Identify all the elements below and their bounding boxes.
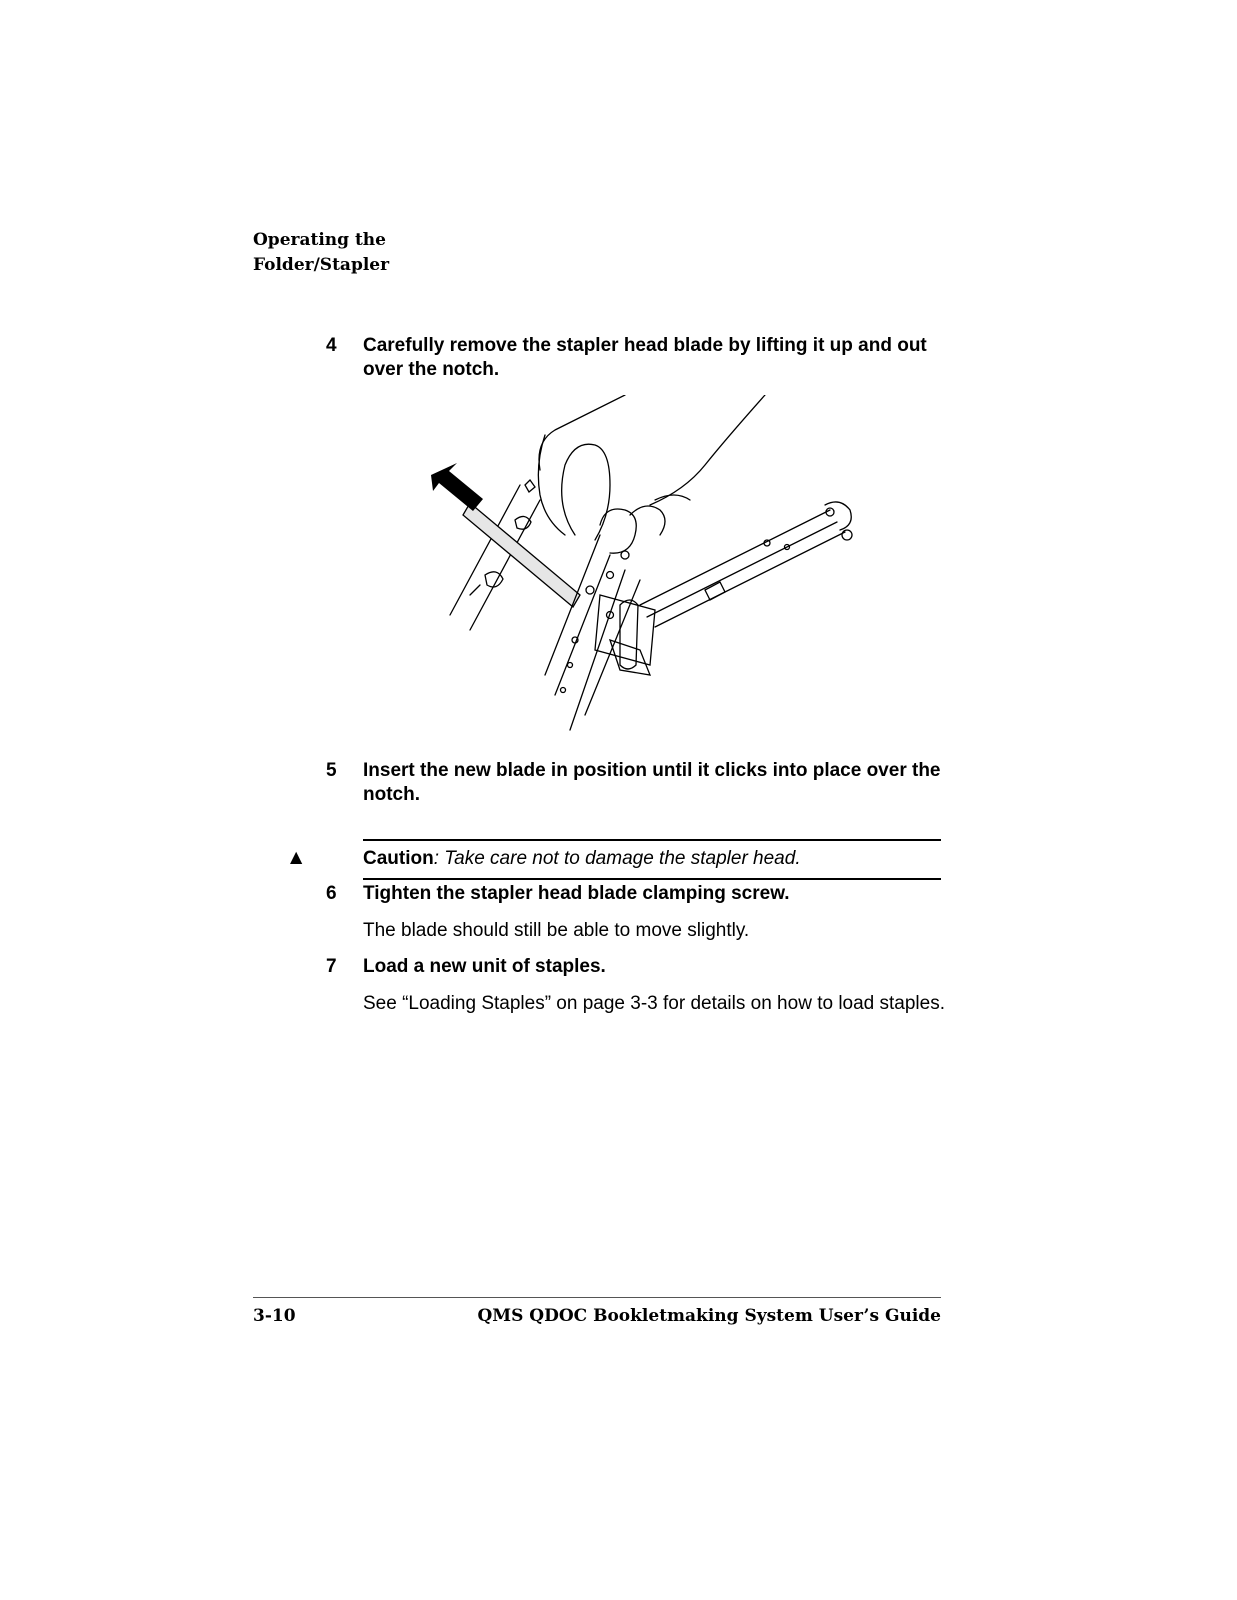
step-instruction: Carefully remove the stapler head blade by lifting it up and out over the notch.: [363, 335, 927, 380]
caution-icon: ▲: [290, 847, 303, 866]
step-instruction: Load a new unit of staples.: [363, 956, 606, 977]
stapler-blade-removal-illustration: [425, 395, 885, 745]
footer-rule: [253, 1297, 941, 1298]
section-heading-line1: Operating the: [253, 230, 386, 250]
step-number: 5: [326, 760, 337, 781]
caution-label: Caution: [363, 848, 434, 869]
step-number: 4: [326, 335, 337, 356]
step-instruction: Tighten the stapler head blade clamping screw.: [363, 883, 790, 904]
step-5: [326, 759, 946, 807]
caution-text: : Take care not to damage the stapler head.: [433, 848, 801, 869]
step-instruction: Insert the new blade in position until it clicks into place over the notch.: [363, 760, 941, 805]
caution-box: [363, 839, 941, 880]
step-number: 7: [326, 956, 337, 977]
step-number: 6: [326, 883, 337, 904]
section-heading-line2: Folder/Stapler: [253, 255, 390, 275]
step-4: [326, 334, 946, 382]
section-heading: [253, 228, 389, 278]
step-7: [326, 955, 946, 1016]
step-note: See “Loading Staples” on page 3-3 for details on how to load staples.: [363, 993, 945, 1014]
step-note: The blade should still be able to move slightly.: [363, 920, 750, 941]
page-number: 3-10: [253, 1306, 296, 1326]
step-6: [326, 882, 946, 943]
footer-title: QMS QDOC Bookletmaking System User’s Guide: [477, 1306, 941, 1326]
